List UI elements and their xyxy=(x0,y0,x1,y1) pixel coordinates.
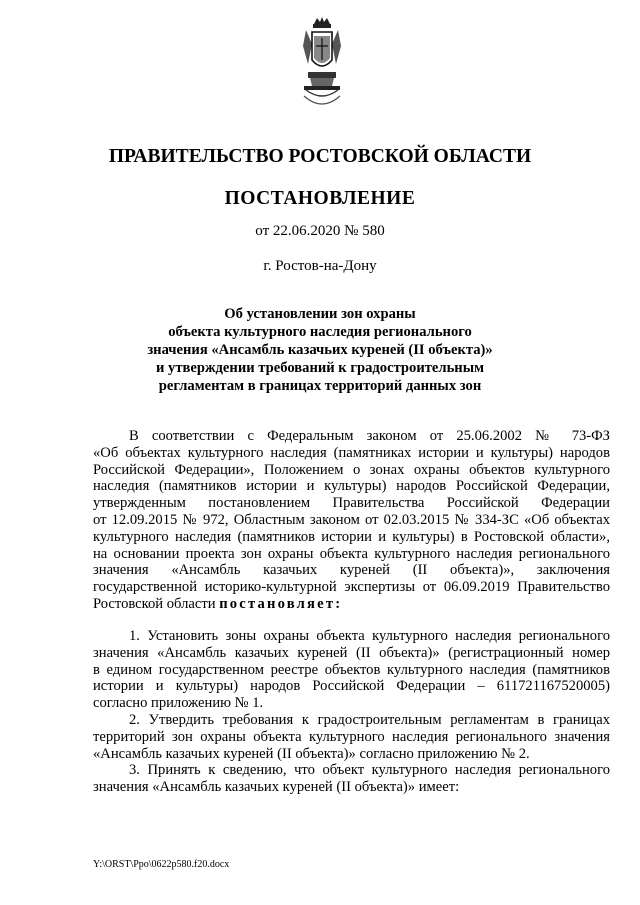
subject-line: значения «Ансамбль казачьих куреней (II объекта)» xyxy=(147,342,493,358)
subject-line: объекта культурного наследия регионального xyxy=(168,324,472,340)
organization-title: ПРАВИТЕЛЬСТВО РОСТОВСКОЙ ОБЛАСТИ xyxy=(108,146,532,167)
document-place: г. Ростов-на-Дону xyxy=(263,258,377,274)
item-2-line: «Ансамбль казачьих куреней (II объекта)» согласно приложению № 2. xyxy=(93,745,530,762)
paragraph-line: Ростовской области xyxy=(93,595,216,612)
item-1-line: согласно приложению № 1. xyxy=(93,695,264,712)
subject-line: регламентам в границах территорий данных зон xyxy=(158,378,482,394)
item-1-line: в едином государственном реестре объектов культурного наследия (памятников xyxy=(93,661,610,678)
item-1-line: истории и культуры) народов Российской Федерации – 611721167520005) xyxy=(93,678,610,695)
item-2-line: 2. Утвердить требования к градостроительным регламентам в границах xyxy=(129,711,610,728)
subject-line: и утверждении требований к градостроительным xyxy=(155,360,485,376)
paragraph-line: наследия (памятников истории и культуры) народов Российской Федерации, xyxy=(93,478,610,495)
paragraph-line: государственной историко-культурной экспертизы от 06.09.2019 Правительство xyxy=(93,579,610,596)
paragraph-line: значения «Ансамбль казачьих куреней (II объекта)», заключения xyxy=(93,562,610,579)
item-2-line: территорий зон охраны объекта культурного наследия регионального значения xyxy=(93,728,610,745)
item-3-line: значения «Ансамбль казачьих куреней (II объекта)» имеет: xyxy=(93,779,460,796)
item-1-line: 1. Установить зоны охраны объекта культурного наследия регионального xyxy=(129,628,610,644)
paragraph-line: В соответствии с Федеральным законом от 25.06.2002 № 73-ФЗ xyxy=(129,428,610,444)
paragraph-line: «Об объектах культурного наследия (памятниках истории и культуры) народов xyxy=(93,444,610,461)
coat-of-arms-icon xyxy=(300,16,344,116)
resolution-items xyxy=(93,628,610,796)
item-3-line: 3. Принять к сведению, что объект культурного наследия регионального xyxy=(129,762,610,779)
paragraph-line: культурного наследия (памятников истории и культуры) в Ростовской области», xyxy=(93,528,610,545)
paragraph-line: на основании проекта зон охраны объекта культурного наследия регионального xyxy=(93,545,610,562)
paragraph-line: от 12.09.2015 № 972, Областным законом от 02.03.2015 № 334-ЗС «Об объектах xyxy=(93,511,610,528)
preamble-paragraph xyxy=(93,428,610,613)
paragraph-line-last xyxy=(93,596,610,613)
document-type-title: ПОСТАНОВЛЕНИЕ xyxy=(224,188,416,209)
document-date-number: от 22.06.2020 № 580 xyxy=(255,223,385,239)
subject-line: Об установлении зон охраны xyxy=(224,306,416,322)
paragraph-line: утвержденным постановлением Правительства Российской Федерации xyxy=(93,495,610,512)
document-subject xyxy=(90,305,550,395)
item-1-line: значения «Ансамбль казачьих куреней (II объекта)» (регистрационный номер xyxy=(93,644,610,661)
file-path-footer: Y:\ORST\Ppo\0622p580.f20.docx xyxy=(93,859,230,870)
paragraph-line: Российской Федерации», Положением о зонах охраны объектов культурного xyxy=(93,461,610,478)
resolves-keyword: постановляет: xyxy=(219,595,343,612)
